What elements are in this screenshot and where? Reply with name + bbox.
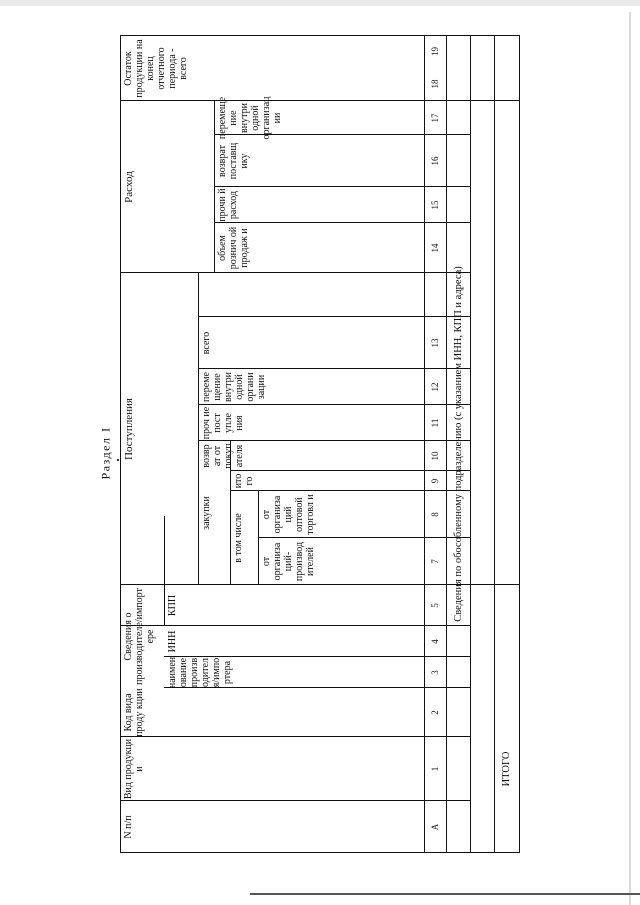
subdivision-note: Сведения по обособленному подразделению (с указанием ИНН, КПП и адреса) bbox=[452, 266, 464, 622]
row-line-note-bottom bbox=[470, 35, 471, 853]
header-ostatok-konec: Остаток продукции на конец отчетного периода - всего bbox=[123, 39, 189, 98]
colnum-14: 14 bbox=[429, 243, 440, 253]
colnum-2: 2 bbox=[429, 710, 440, 715]
header-postupleniya: Поступления bbox=[123, 398, 135, 460]
page-right-edge bbox=[629, 12, 631, 905]
header-vid-produkcii: Вид продукци и bbox=[123, 738, 145, 800]
colnum-15: 15 bbox=[429, 200, 440, 210]
header-ot-proizvoditeley: от организа ций- производ ителей bbox=[261, 541, 316, 582]
colnum-1: 1 bbox=[429, 766, 440, 772]
header-zakupki: закупки bbox=[201, 496, 212, 530]
colnum-17: 17 bbox=[429, 113, 440, 123]
colnum-18: 18 bbox=[429, 79, 440, 89]
report-table-frame bbox=[120, 35, 520, 853]
colnum-10: 10 bbox=[429, 451, 440, 461]
header-peremeshenie-post: переме щение внутри одной органи зации bbox=[201, 372, 267, 402]
colnum-13: 13 bbox=[429, 338, 440, 348]
table-border-bottom bbox=[519, 35, 520, 853]
row-a-marker: А bbox=[429, 823, 440, 831]
header-inn: ИНН bbox=[167, 630, 178, 653]
header-prochiy-rashod: прочи й расход bbox=[217, 188, 239, 222]
page-bottom-edge bbox=[250, 893, 640, 895]
header-vozvrat-postavshiku: возврат поставщ ику bbox=[217, 142, 250, 180]
header-kod-vida: Код вида проду кции bbox=[123, 688, 145, 737]
colnum-5: 5 bbox=[429, 603, 440, 608]
total-label: ИТОГО bbox=[501, 751, 512, 787]
header-svedeniya: Сведения о производителе/импорт ере bbox=[123, 588, 156, 685]
header-prochie-postupleniya: проч ие пост упле ния bbox=[201, 406, 245, 440]
section-title: Раздел I bbox=[98, 426, 113, 480]
colnum-3: 3 bbox=[429, 670, 440, 675]
page-top-edge bbox=[0, 0, 640, 6]
colnum-19: 19 bbox=[429, 47, 440, 56]
header-itogo-col: ито го bbox=[233, 473, 255, 489]
header-peremeshenie-rash: перемеще ние внутри одной организац ии bbox=[217, 96, 283, 140]
colnum-4: 4 bbox=[429, 639, 440, 644]
colnum-12: 12 bbox=[429, 382, 440, 392]
header-naimenovanie: наимен ование произв одител я/импо ртера bbox=[167, 656, 233, 689]
report-table bbox=[120, 35, 520, 853]
header-obem-roznichnoy: объем рознич ой продаж и bbox=[217, 226, 250, 270]
colnum-9: 9 bbox=[429, 478, 440, 484]
colnum-11: 11 bbox=[429, 418, 440, 428]
header-n-pp: N п/п bbox=[123, 815, 134, 839]
header-rashod: Расход bbox=[123, 171, 135, 203]
colnum-7: 7 bbox=[429, 559, 440, 564]
header-kpp: КПП bbox=[167, 594, 178, 617]
header-v-tom-chisle: в том числе bbox=[233, 513, 244, 563]
header-vozvrat-pokupatelya: возвр ат от покуп ателя bbox=[201, 443, 245, 469]
row-line-empty-bottom bbox=[494, 35, 495, 853]
colnum-8: 8 bbox=[429, 512, 440, 517]
header-vsego-post: всего bbox=[201, 331, 212, 355]
scan-speck bbox=[117, 459, 119, 461]
colnum-16: 16 bbox=[429, 156, 440, 166]
header-ot-optovoy: от организа ций оптовой торговл и bbox=[261, 494, 316, 535]
